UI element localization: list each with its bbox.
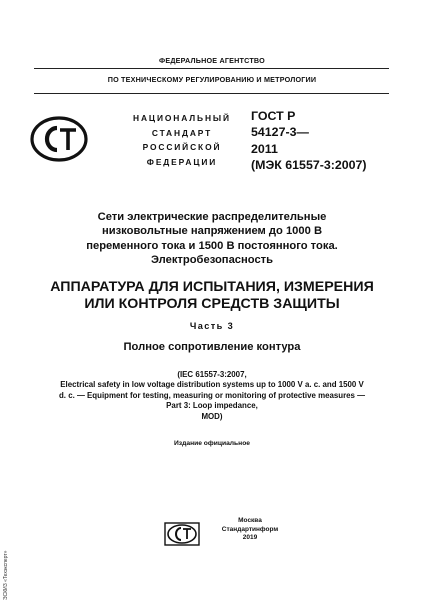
english-title-line: MOD) [201,411,223,421]
gost-designation [251,108,367,174]
publisher-city: Москва [238,517,262,524]
english-title-line: Electrical safety in low voltage distribution systems up to 1000 V a. c. and 1500 V [60,380,364,390]
publisher-year: 2019 [242,534,258,542]
document-main-title [20,279,404,314]
subtitle-line: низковольтные напряжением до 1000 В [101,225,323,238]
header-divider-bottom [34,93,389,94]
main-title-line: АППАРАТУРА ДЛЯ ИСПЫТАНИЯ, ИЗМЕРЕНИЯ [50,279,374,295]
english-title [28,370,396,422]
national-standard-line: СТАНДАРТ [151,127,213,138]
gost-line: (МЭК 61557-3:2007) [251,158,367,173]
header-divider-top [34,68,389,69]
gost-line: 2011 [251,141,278,156]
gost-line: 54127-3— [251,125,309,140]
national-standard-line: НАЦИОНАЛЬНЫЙ [133,113,231,123]
official-edition-label: Издание официальное [173,440,250,447]
subtitle-line: Сети электрические распределительные [97,211,327,223]
subtitle-line: переменного тока и 1500 В постоянного тока. [86,239,338,252]
document-subtitle [40,210,384,268]
side-watermark-note: ЭСКИЗ «Техэксперт» [3,550,9,600]
agency-name-line1: ФЕДЕРАЛЬНОЕ АГЕНТСТВО [159,56,265,65]
national-standard-line: ФЕДЕРАЦИИ [146,156,218,167]
gost-r-logo-icon [30,116,88,162]
gost-line: ГОСТ Р [251,109,296,123]
agency-name-line2: ПО ТЕХНИЧЕСКОМУ РЕГУЛИРОВАНИЮ И МЕТРОЛОГИИ [107,75,317,84]
english-title-line: d. c. — Equipment for testing, measuring or monitoring of protective measures — [58,390,366,400]
main-title-line: ИЛИ КОНТРОЛЯ СРЕДСТВ ЗАЩИТЫ [84,296,340,313]
standartinform-logo-icon [164,522,200,546]
publisher-name: Стандартинформ [221,525,279,533]
english-title-line: Part 3: Loop impedance, [166,401,258,411]
subtitle-line: Электробезопасность [150,254,274,267]
publisher-info [214,517,286,543]
national-standard-line: РОССИЙСКОЙ [142,142,222,153]
national-standard-caption [124,111,240,169]
part-number: Часть 3 [189,321,235,331]
english-title-line: (IEC 61557-3:2007, [177,370,247,379]
part-title: Полное сопротивление контура [123,341,301,353]
